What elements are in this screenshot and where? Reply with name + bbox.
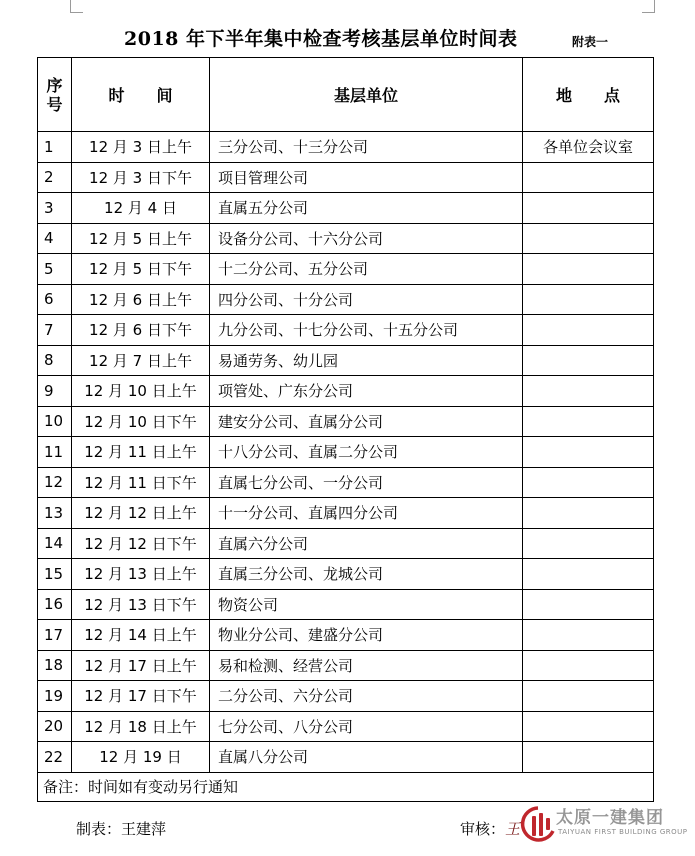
row-place	[523, 376, 654, 407]
row-place	[523, 498, 654, 529]
row-time: 12 月 7 日上午	[72, 345, 210, 376]
table-row	[38, 284, 654, 315]
table-row	[38, 406, 654, 437]
row-place	[523, 711, 654, 742]
row-unit: 易通劳务、幼儿园	[210, 345, 523, 376]
header-unit: 基层单位	[210, 58, 523, 132]
row-unit: 直属三分公司、龙城公司	[210, 559, 523, 590]
row-place	[523, 681, 654, 712]
company-logo	[520, 803, 690, 849]
table-row	[38, 559, 654, 590]
row-time: 12 月 12 日下午	[72, 528, 210, 559]
table-row	[38, 437, 654, 468]
attachment-label: 附表一	[572, 35, 609, 49]
row-unit: 三分公司、十三分公司	[210, 132, 523, 163]
table-row	[38, 467, 654, 498]
document-title: 2018 年下半年集中检查考核基层单位时间表	[124, 28, 518, 50]
row-unit: 物业分公司、建盛分公司	[210, 620, 523, 651]
row-time: 12 月 3 日上午	[72, 132, 210, 163]
table-row	[38, 254, 654, 285]
table-row	[38, 589, 654, 620]
table-row	[38, 132, 654, 163]
table-row	[38, 376, 654, 407]
row-time: 12 月 12 日上午	[72, 498, 210, 529]
row-unit: 直属八分公司	[210, 742, 523, 773]
row-unit: 二分公司、六分公司	[210, 681, 523, 712]
row-no: 16	[38, 589, 72, 620]
row-unit: 十二分公司、五分公司	[210, 254, 523, 285]
table-header-row	[38, 58, 654, 132]
row-unit: 设备分公司、十六分公司	[210, 223, 523, 254]
row-place	[523, 437, 654, 468]
row-no: 7	[38, 315, 72, 346]
header-no	[38, 58, 72, 132]
row-place	[523, 650, 654, 681]
row-no: 18	[38, 650, 72, 681]
row-time: 12 月 14 日上午	[72, 620, 210, 651]
row-unit: 直属七分公司、一分公司	[210, 467, 523, 498]
row-place	[523, 528, 654, 559]
table-row	[38, 345, 654, 376]
row-unit: 建安分公司、直属分公司	[210, 406, 523, 437]
table-row	[38, 498, 654, 529]
row-no: 8	[38, 345, 72, 376]
table-row	[38, 162, 654, 193]
row-no: 4	[38, 223, 72, 254]
note-row	[38, 772, 654, 801]
row-no: 2	[38, 162, 72, 193]
table-row	[38, 650, 654, 681]
row-time: 12 月 5 日下午	[72, 254, 210, 285]
reviewer-signature: 王	[505, 820, 521, 838]
header-no-line2: 号	[46, 94, 63, 114]
row-place	[523, 254, 654, 285]
table-row	[38, 681, 654, 712]
row-no: 6	[38, 284, 72, 315]
row-unit: 七分公司、八分公司	[210, 711, 523, 742]
logo-name-cn: 太原一建集团	[556, 808, 664, 828]
row-place	[523, 284, 654, 315]
row-no: 19	[38, 681, 72, 712]
row-unit: 十一分公司、直属四分公司	[210, 498, 523, 529]
page-corner-mark-right	[642, 0, 655, 13]
row-place	[523, 223, 654, 254]
row-no: 1	[38, 132, 72, 163]
row-time: 12 月 3 日下午	[72, 162, 210, 193]
note-text: 备注：时间如有变动另行通知	[38, 772, 654, 801]
row-place	[523, 742, 654, 773]
schedule-body	[38, 132, 654, 773]
row-time: 12 月 17 日下午	[72, 681, 210, 712]
row-time: 12 月 5 日上午	[72, 223, 210, 254]
row-no: 9	[38, 376, 72, 407]
row-place: 各单位会议室	[523, 132, 654, 163]
row-time: 12 月 11 日下午	[72, 467, 210, 498]
row-unit: 直属六分公司	[210, 528, 523, 559]
row-unit: 十八分公司、直属二分公司	[210, 437, 523, 468]
header-place: 地 点	[523, 58, 654, 132]
row-time: 12 月 13 日上午	[72, 559, 210, 590]
row-time: 12 月 4 日	[72, 193, 210, 224]
page-corner-mark-left	[70, 0, 83, 13]
row-time: 12 月 10 日上午	[72, 376, 210, 407]
row-unit: 四分公司、十分公司	[210, 284, 523, 315]
row-time: 12 月 10 日下午	[72, 406, 210, 437]
row-place	[523, 193, 654, 224]
row-no: 11	[38, 437, 72, 468]
row-place	[523, 559, 654, 590]
table-row	[38, 620, 654, 651]
row-time: 12 月 18 日上午	[72, 711, 210, 742]
table-row	[38, 223, 654, 254]
row-time: 12 月 11 日上午	[72, 437, 210, 468]
logo-name-en: TAIYUAN FIRST BUILDING GROUP	[558, 828, 688, 836]
maker-label: 制表：王建萍	[76, 820, 167, 838]
row-no: 22	[38, 742, 72, 773]
table-row	[38, 193, 654, 224]
row-no: 17	[38, 620, 72, 651]
row-place	[523, 467, 654, 498]
row-place	[523, 162, 654, 193]
row-unit: 物资公司	[210, 589, 523, 620]
row-no: 12	[38, 467, 72, 498]
header-time: 时 间	[72, 58, 210, 132]
row-place	[523, 345, 654, 376]
row-place	[523, 589, 654, 620]
reviewer-label: 审核：	[460, 820, 506, 838]
row-place	[523, 315, 654, 346]
row-time: 12 月 13 日下午	[72, 589, 210, 620]
row-unit: 直属五分公司	[210, 193, 523, 224]
company-logo-icon	[520, 805, 556, 845]
table-row	[38, 711, 654, 742]
row-time: 12 月 6 日上午	[72, 284, 210, 315]
row-no: 3	[38, 193, 72, 224]
row-no: 20	[38, 711, 72, 742]
row-place	[523, 406, 654, 437]
row-unit: 项管处、广东分公司	[210, 376, 523, 407]
row-place	[523, 620, 654, 651]
row-unit: 项目管理公司	[210, 162, 523, 193]
row-no: 10	[38, 406, 72, 437]
row-no: 5	[38, 254, 72, 285]
header-no-line1: 序	[46, 75, 63, 95]
row-no: 13	[38, 498, 72, 529]
table-row	[38, 528, 654, 559]
row-time: 12 月 6 日下午	[72, 315, 210, 346]
table-row	[38, 742, 654, 773]
row-no: 15	[38, 559, 72, 590]
schedule-table	[37, 57, 654, 802]
row-no: 14	[38, 528, 72, 559]
row-time: 12 月 17 日上午	[72, 650, 210, 681]
table-row	[38, 315, 654, 346]
row-unit: 易和检测、经营公司	[210, 650, 523, 681]
row-unit: 九分公司、十七分公司、十五分公司	[210, 315, 523, 346]
title-row	[0, 25, 695, 55]
reviewer-block	[460, 818, 520, 839]
row-time: 12 月 19 日	[72, 742, 210, 773]
